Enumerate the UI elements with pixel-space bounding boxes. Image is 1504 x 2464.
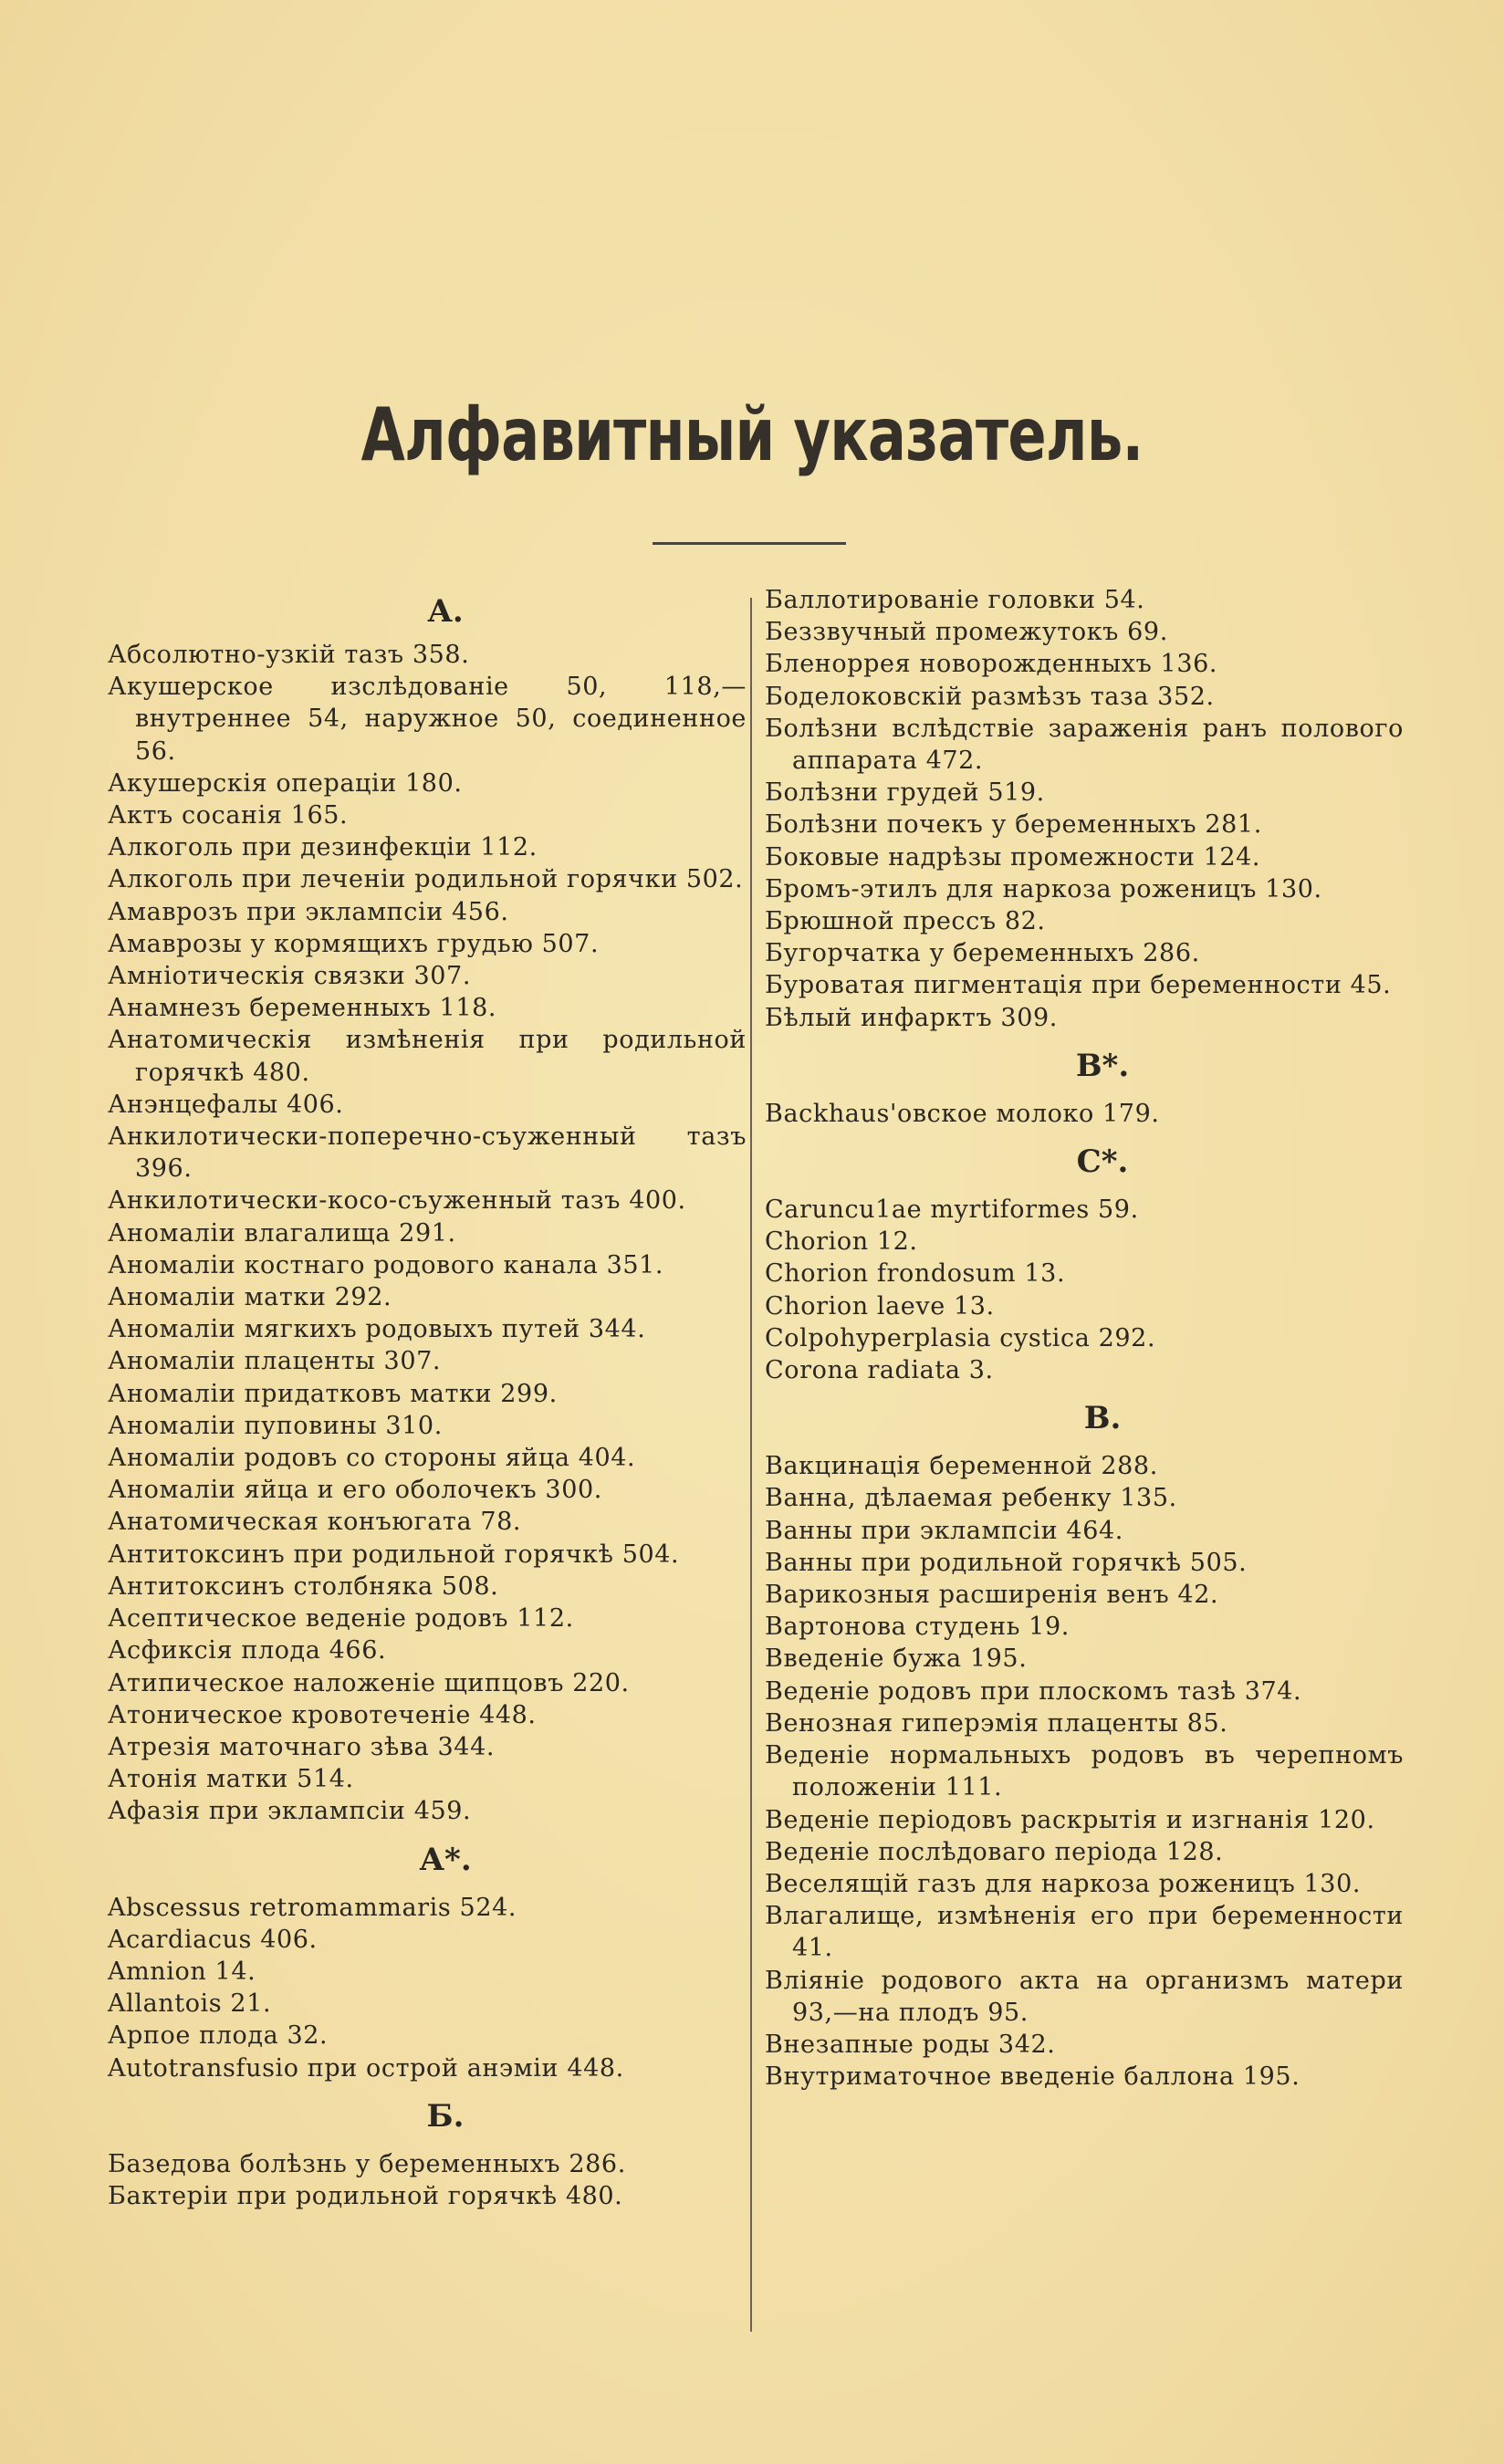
- index-entry: Ванна, дѣлаемая ребенку 135.: [765, 1484, 1177, 1513]
- index-entry: Бугорчатка у беременныхъ 286.: [765, 939, 1200, 968]
- section-heading: А*.: [419, 1841, 472, 1878]
- index-entry: Влагалище, измѣненія его при беременности 41.: [765, 1902, 1404, 1963]
- index-entry: Вліяніе родового акта на организмъ матери 93,—на плодъ 95.: [765, 1966, 1404, 2027]
- index-entry: Ванны при родильной горячкѣ 505.: [765, 1548, 1248, 1577]
- index-entry: Allantois 21.: [108, 1989, 272, 2019]
- index-entry: Веденіе нормальныхъ родовъ въ черепномъ положеніи 111.: [765, 1741, 1404, 1802]
- index-entry: Веденіе послѣдоваго періода 128.: [765, 1837, 1224, 1866]
- section-heading: Б.: [426, 2097, 465, 2135]
- index-entry: Боделоковскій размѣзъ таза 352.: [765, 682, 1215, 711]
- index-entry: Аномаліи придатковъ матки 299.: [108, 1379, 558, 1408]
- index-entry: Асептическое веденіе родовъ 112.: [108, 1604, 574, 1634]
- index-entry: Амніотическія связки 307.: [108, 962, 471, 991]
- index-entry: Атипическое наложеніе щипцовъ 220.: [108, 1668, 630, 1697]
- index-entry: Акушерскія операціи 180.: [108, 768, 463, 798]
- index-entry: Буроватая пигментація при беременности 45.: [765, 971, 1392, 1000]
- index-entry: Бактеріи при родильной горячкѣ 480.: [108, 2181, 623, 2210]
- index-entry: Амаврозъ при эклампсіи 456.: [108, 897, 509, 926]
- index-entry: Амаврозы у кормящихъ грудью 507.: [108, 929, 600, 958]
- page-title: Алфавитный указатель.: [360, 392, 1144, 477]
- entry-list: [765, 1194, 1404, 1386]
- index-entry: Аномаліи плаценты 307.: [108, 1347, 442, 1376]
- index-entry: Болѣзни вслѣдствіе зараженія ранъ полового аппарата 472.: [765, 714, 1404, 776]
- index-entry: Amnion 14.: [108, 1957, 256, 1986]
- index-entry: Беззвучный промежутокъ 69.: [765, 618, 1168, 647]
- section-heading: В.: [1083, 1400, 1122, 1437]
- index-entry: Веселящій газъ для наркоза роженицъ 130.: [765, 1869, 1362, 1898]
- entry-list: [108, 639, 747, 1828]
- index-entry: Абсолютно-узкій тазъ 358.: [108, 641, 470, 669]
- left-column: [108, 584, 747, 2212]
- index-entry: Антитоксинъ при родильной горячкѣ 504.: [108, 1540, 680, 1569]
- entry-list: [765, 1450, 1404, 2093]
- index-entry: Анкилотически-поперечно-съуженный тазъ 396.: [108, 1122, 747, 1184]
- index-entry: Венозная гиперэмія плаценты 85.: [765, 1708, 1228, 1738]
- index-entry: Аномаліи влагалища 291.: [108, 1218, 456, 1248]
- section-heading: С*.: [1076, 1143, 1129, 1181]
- index-entry: Внезапные роды 342.: [765, 2030, 1056, 2059]
- index-entry: Аномаліи родовъ со стороны яйца 404.: [108, 1444, 636, 1473]
- index-entry: Базедова болѣзнь у беременныхъ 286.: [108, 2149, 626, 2178]
- index-entry: Атрезія маточнаго зѣва 344.: [108, 1732, 496, 1761]
- index-entry: Боковые надрѣзы промежности 124.: [765, 842, 1261, 872]
- index-entry: Вартонова студень 19.: [765, 1613, 1070, 1642]
- index-entry: Анэнцефалы 406.: [108, 1090, 344, 1119]
- index-entry: Веденіе родовъ при плоскомъ тазѣ 374.: [765, 1676, 1302, 1706]
- index-entry: Болѣзни грудей 519.: [765, 778, 1045, 808]
- index-entry: Аномаліи пуповины 310.: [108, 1411, 443, 1440]
- index-entry: Атоническое кровотеченіе 448.: [108, 1700, 537, 1729]
- index-entry: Chorion 12.: [765, 1227, 918, 1257]
- index-entry: Аномаліи мягкихъ родовыхъ путей 344.: [108, 1315, 646, 1344]
- index-entry: Вакцинація беременной 288.: [765, 1452, 1158, 1481]
- entry-list: [108, 2148, 747, 2212]
- index-entry: Backhaus'овское молоко 179.: [765, 1099, 1160, 1128]
- index-entry: Акушерское изслѣдованіе 50, 118,—внутреннее 54, наружное 50, соединенное 56.: [108, 673, 747, 766]
- column-divider: [750, 598, 752, 2332]
- index-entry: Атонія матки 514.: [108, 1765, 354, 1794]
- index-entry: Chorion laeve 13.: [765, 1291, 995, 1321]
- index-entry: Алкоголь при дезинфекціи 112.: [108, 833, 538, 862]
- index-entry: Арпое плода 32.: [108, 2021, 329, 2051]
- index-entry: Аномаліи яйца и его оболочекъ 300.: [108, 1476, 602, 1505]
- index-entry: Ванны при эклампсіи 464.: [765, 1516, 1123, 1545]
- index-entry: Внутриматочное введеніе баллона 195.: [765, 2062, 1300, 2092]
- index-entry: Аномаліи костнаго родового канала 351.: [108, 1250, 664, 1279]
- index-entry: Бѣлый инфарктъ 309.: [765, 1003, 1058, 1032]
- right-column: [765, 584, 1404, 2093]
- index-entry: Баллотированіе головки 54.: [765, 586, 1145, 614]
- index-entry: Бромъ-этилъ для наркоза роженицъ 130.: [765, 874, 1322, 903]
- index-entry: Аномаліи матки 292.: [108, 1283, 392, 1312]
- index-entry: Актъ сосанія 165.: [108, 801, 349, 830]
- index-entry: Афазія при эклампсіи 459.: [108, 1797, 472, 1826]
- index-entry: Анатомическая конъюгата 78.: [108, 1508, 522, 1537]
- index-entry: Бленоррея новорожденныхъ 136.: [765, 650, 1218, 679]
- index-entry: Веденіе періодовъ раскрытія и изгнанія 120.: [765, 1805, 1375, 1834]
- index-entry: Введеніе бужа 195.: [765, 1644, 1028, 1674]
- index-entry: Болѣзни почекъ у беременныхъ 281.: [765, 810, 1262, 840]
- index-entry: Chorion frondosum 13.: [765, 1259, 1066, 1289]
- entry-list: [108, 1892, 747, 2084]
- index-entry: Caruncu1ae myrtiformes 59.: [765, 1195, 1139, 1225]
- index-entry: Варикозныя расширенія венъ 42.: [765, 1581, 1219, 1610]
- title-rule: [653, 542, 846, 545]
- index-entry: Асфиксія плода 466.: [108, 1636, 387, 1665]
- entry-list: [765, 1098, 1404, 1130]
- index-entry: Corona radiata 3.: [765, 1356, 994, 1385]
- section-heading: А.: [427, 593, 464, 630]
- entry-list: [765, 584, 1404, 1034]
- index-entry: Анкилотически-косо-съуженный тазъ 400.: [108, 1186, 686, 1216]
- index-entry: Анатомическія измѣненія при родильной горячкѣ 480.: [108, 1026, 747, 1087]
- index-entry: Антитоксинъ столбняка 508.: [108, 1571, 499, 1601]
- index-entry: Colpohyperplasia cystica 292.: [765, 1323, 1156, 1352]
- section-heading: В*.: [1075, 1047, 1130, 1084]
- index-entry: Алкоголь при леченіи родильной горячки 502.: [108, 865, 744, 894]
- index-entry: Abscessus retromammaris 524.: [108, 1893, 517, 1922]
- index-entry: Autotransfusio при острой анэміи 448.: [108, 2053, 624, 2083]
- index-entry: Анамнезъ беременныхъ 118.: [108, 994, 497, 1023]
- index-entry: Брюшной прессъ 82.: [765, 907, 1046, 936]
- index-entry: Acardiacus 406.: [108, 1925, 318, 1954]
